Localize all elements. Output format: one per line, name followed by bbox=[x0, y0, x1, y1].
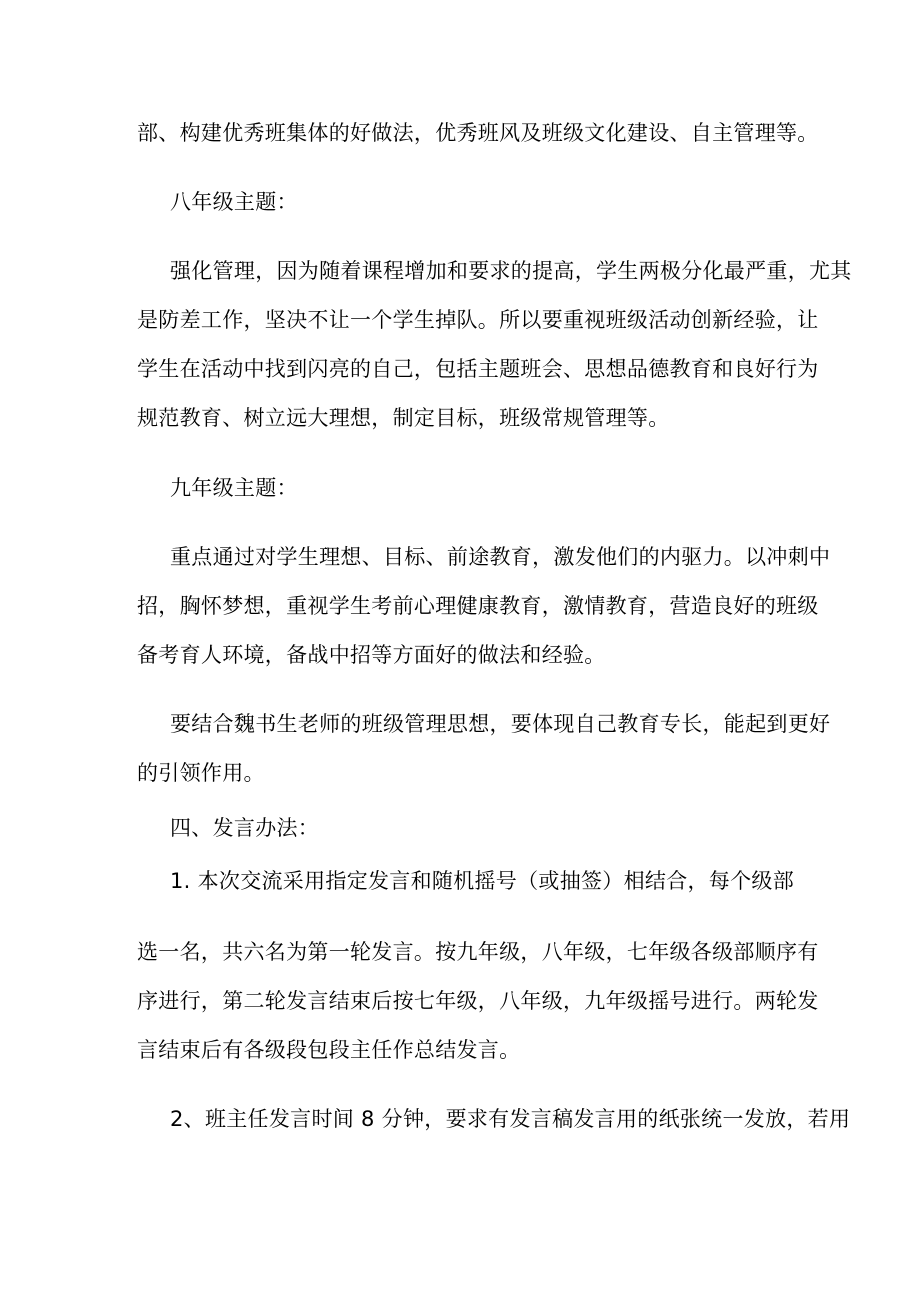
paragraph-line: 的引领作用。 bbox=[137, 761, 265, 785]
paragraph-line: 2、班主任发言时间 8 分钟，要求有发言稿发言用的纸张统一发放，若用 bbox=[170, 1107, 851, 1131]
paragraph-line: 选一名，共六名为第一轮发言。按九年级，八年级，七年级各级部顺序有 bbox=[137, 940, 819, 964]
paragraph-line: 序进行，第二轮发言结束后按七年级，八年级，九年级摇号进行。两轮发 bbox=[137, 989, 819, 1013]
paragraph-line: 备考育人环境，备战中招等方面好的做法和经验。 bbox=[137, 643, 606, 667]
section-heading-grade8: 八年级主题： bbox=[170, 190, 298, 214]
paragraph-line: 重点通过对学生理想、目标、前途教育，激发他们的内驱力。以冲刺中 bbox=[170, 545, 831, 569]
paragraph-line: 1. 本次交流采用指定发言和随机摇号（或抽签）相结合，每个级部 bbox=[170, 869, 795, 893]
paragraph-line: 强化管理，因为随着课程增加和要求的提高，学生两极分化最严重，尤其 bbox=[170, 259, 852, 283]
paragraph-line: 学生在活动中找到闪亮的自己，包括主题班会、思想品德教育和良好行为 bbox=[137, 357, 819, 381]
paragraph-line: 招，胸怀梦想，重视学生考前心理健康教育，激情教育，营造良好的班级 bbox=[137, 594, 819, 618]
paragraph-line: 是防差工作，坚决不让一个学生掉队。所以要重视班级活动创新经验，让 bbox=[137, 308, 819, 332]
paragraph-line: 要结合魏书生老师的班级管理思想，要体现自己教育专长，能起到更好 bbox=[170, 712, 831, 736]
section-heading-speech-method: 四、发言办法： bbox=[170, 816, 320, 840]
paragraph-line: 部、构建优秀班集体的好做法，优秀班风及班级文化建设、自主管理等。 bbox=[137, 121, 819, 145]
section-heading-grade9: 九年级主题： bbox=[170, 476, 298, 500]
paragraph-line: 言结束后有各级段包段主任作总结发言。 bbox=[137, 1038, 521, 1062]
paragraph-line: 规范教育、树立远大理想，制定目标，班级常规管理等。 bbox=[137, 406, 670, 430]
